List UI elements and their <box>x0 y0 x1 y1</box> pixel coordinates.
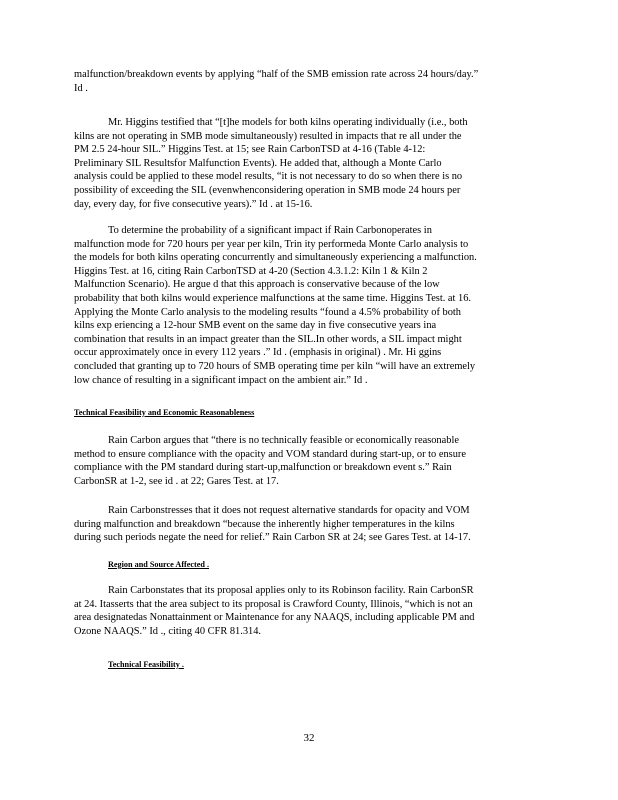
text-line: Applying the Monte Carlo analysis to the modeling results “found a 4.5% probability of both <box>74 306 461 318</box>
paragraph <box>74 504 526 545</box>
text-line: during such periods negate the need for relief.” Rain Carbon SR at 24; see Gares Test. at 14-17. <box>74 532 471 544</box>
text-line: malfunction/breakdown events by applying “half of the SMB emission rate across 24 hours/day.” <box>74 69 479 80</box>
text-line: compliance with the PM standard during start-up,malfunction or breakdown event s.” Rain <box>74 462 452 474</box>
text-line: Rain Carbon argues that “there is no technically feasible or economically reasonable <box>108 435 459 446</box>
text-line: the models for both kilns operating concurrently and simultaneously experiencing a malfunction. <box>74 252 477 264</box>
section-heading: Technical Feasibility . <box>108 660 184 669</box>
text-line: area designatedas Nonattainment or Maintenance for any NAAQS, including applicable PM and <box>74 612 475 624</box>
text-line: Ozone NAAQS.” Id ., citing 40 CFR 81.314. <box>74 625 262 637</box>
text-line: combination that results in an impact greater than the SIL.In other words, a SIL impact might <box>74 333 462 345</box>
text-line: Rain Carbonstates that its proposal applies only to its Robinson facility. Rain CarbonSR <box>108 585 474 596</box>
paragraph <box>74 434 526 488</box>
text-line: occur approximately once in every 112 years .” Id . (emphasis in original) . Mr. Hi ggins <box>74 347 442 359</box>
text-line: at 24. Itasserts that the area subject to its proposal is Crawford County, Illinois, “which is not an <box>74 598 473 610</box>
text-line: low chance of resulting in a significant impact on the ambient air.” Id . <box>74 374 368 386</box>
text-line: PM 2.5 24-hour SIL.” Higgins Test. at 15; see Rain CarbonTSD at 4-16 (Table 4-12: <box>74 144 426 156</box>
paragraph <box>74 224 526 387</box>
text-line: probability that both kilns would experience malfunctions at the same time. Higgins Test. at 16. <box>74 292 472 304</box>
text-line: Higgins Test. at 16, citing Rain CarbonTSD at 4-20 (Section 4.3.1.2: Kiln 1 & Kiln 2 <box>74 265 428 277</box>
text-line: during malfunction and breakdown “because the inherently higher temperatures in the kilns <box>74 518 455 530</box>
text-line: analysis could be applied to these model results, “it is not necessary to do so when there is no <box>74 171 463 183</box>
paragraph <box>74 68 526 95</box>
page-number: 32 <box>303 732 315 744</box>
text-line: kilns are not operating in SMB mode simultaneously) resulted in impacts that re all under the <box>74 130 462 142</box>
text-line: method to ensure compliance with the opacity and VOM standard during start-up, or to ensure <box>74 448 466 460</box>
text-line: concluded that granting up to 720 hours of SMB operating time per kiln “will have an extremely <box>74 360 476 372</box>
text-line: Mr. Higgins testified that “[t]he models for both kilns operating individually (i.e., both <box>108 117 468 128</box>
text-line: Id . <box>74 82 88 94</box>
text-line: malfunction mode for 720 hours per year per kiln, Trin ity performeda Monte Carlo analysis to <box>74 238 469 250</box>
text-line: day, every day, for five consecutive years).” Id . at 15-16. <box>74 198 313 210</box>
section-heading: Region and Source Affected . <box>108 560 210 569</box>
text-line: Preliminary SIL Resultsfor Malfunction Events). He added that, although a Monte Carlo <box>74 157 442 169</box>
text-line: Rain Carbonstresses that it does not request alternative standards for opacity and VOM <box>108 505 470 516</box>
text-line: kilns exp eriencing a 12-hour SMB event on the same day in five consecutive years ina <box>74 320 437 332</box>
paragraph <box>74 116 526 211</box>
text-line: CarbonSR at 1-2, see id . at 22; Gares Test. at 17. <box>74 475 279 487</box>
section-heading: Technical Feasibility and Economic Reasonableness <box>74 408 255 417</box>
paragraph <box>74 584 526 638</box>
text-line: To determine the probability of a significant impact if Rain Carbonoperates in <box>108 225 432 236</box>
text-line: possibility of exceeding the SIL (evenwhenconsidering operation in SMB mode 24 hours per <box>74 184 461 196</box>
text-line: Malfunction Scenario). He argue d that this approach is conservative because of the low <box>74 279 440 291</box>
